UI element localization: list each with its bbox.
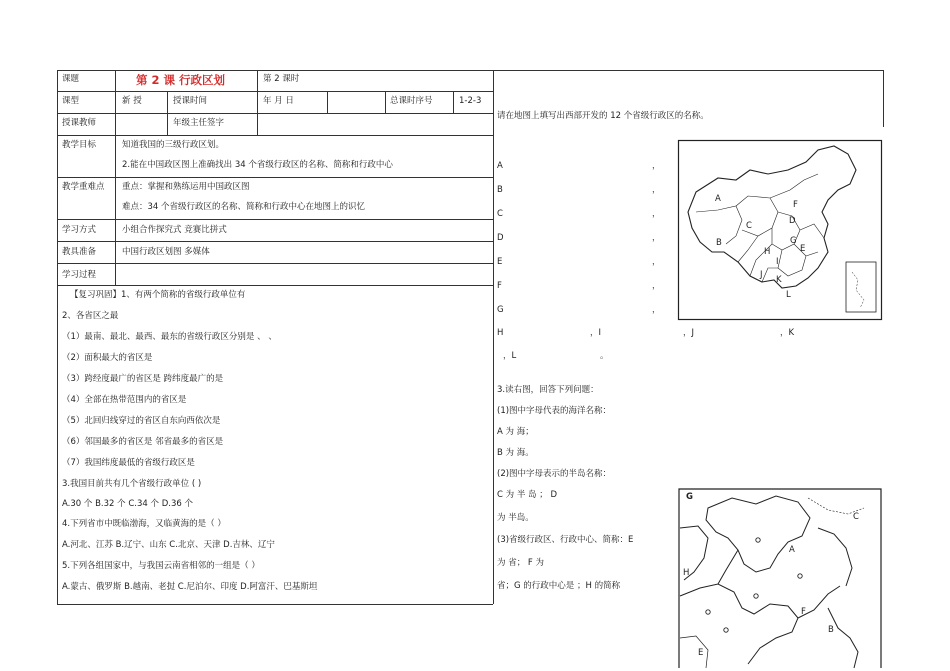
answer-comma: ， xyxy=(652,305,661,315)
row-label-teacher: 授课教师 xyxy=(62,118,97,128)
process-line: （1）最南、最北、最西、最东的省级行政区分别是 、 、 xyxy=(62,332,277,342)
answer-comma: ， xyxy=(652,233,661,243)
process-line: （2）面积最大的省区是 xyxy=(62,353,153,363)
answer-comma: ， xyxy=(652,281,661,291)
answer-letter: F xyxy=(497,281,502,291)
map2-label: A xyxy=(789,545,795,555)
process-line: 3.我国目前共有几个省级行政单位 ( ) xyxy=(62,479,202,489)
answer-letter: ，L xyxy=(503,351,517,361)
teach-date: 年 月 日 xyxy=(263,96,294,106)
tools-value: 中国行政区划图 多媒体 xyxy=(122,247,210,257)
table-line xyxy=(327,91,328,113)
row-label-tools: 教具准备 xyxy=(62,247,97,257)
map1-label: I xyxy=(776,257,779,267)
table-line xyxy=(57,135,493,136)
q3-line: C 为 半 岛 ； D xyxy=(497,490,557,500)
map2-label: H xyxy=(683,568,690,578)
right-frame-edge xyxy=(883,70,884,127)
process-line: （5）北回归线穿过的省区自东向西依次是 xyxy=(62,416,221,426)
process-line: A.蒙古、俄罗斯 B.越南、老挝 C.尼泊尔、印度 D.阿富汗、巴基斯坦 xyxy=(62,582,318,592)
director-sign: 年级主任签字 xyxy=(173,118,225,128)
seq-label: 总课时序号 xyxy=(390,96,433,106)
table-line xyxy=(57,70,58,604)
map2-label: G xyxy=(686,492,693,502)
table-line xyxy=(453,91,454,113)
map1-label: G xyxy=(790,236,797,246)
map1-label: B xyxy=(716,238,722,248)
answer-letter: ，K xyxy=(780,328,795,338)
map2-label: B xyxy=(828,625,834,635)
process-line: 5.下列各组国家中，与我国云南省相邻的一组是（ ） xyxy=(62,561,260,571)
row-label-process: 学习过程 xyxy=(62,270,97,280)
table-line xyxy=(57,285,493,286)
answer-letter: H xyxy=(497,328,504,338)
map1-label: C xyxy=(746,221,752,231)
table-line xyxy=(115,70,116,285)
map1-label: F xyxy=(793,200,798,210)
map1-label: K xyxy=(776,275,782,285)
row-label-method: 学习方式 xyxy=(62,225,97,235)
lesson-type: 新 授 xyxy=(122,96,142,106)
answer-letter: ，I xyxy=(590,328,602,338)
table-line xyxy=(493,70,494,604)
answer-letter: D xyxy=(497,233,504,243)
answer-comma: ， xyxy=(652,185,661,195)
table-line xyxy=(57,113,493,114)
map1-label: H xyxy=(764,247,771,257)
process-line: A.30 个 B.32 个 C.34 个 D.36 个 xyxy=(62,499,193,509)
q3-line: (2)图中字母表示的半岛名称： xyxy=(497,469,612,479)
map1-label: A xyxy=(715,194,721,204)
row-label-goals: 教学目标 xyxy=(62,140,97,150)
process-line: 2、各省区之最 xyxy=(62,311,119,321)
lesson-title: 第 2 课 行政区划 xyxy=(136,73,226,87)
table-line xyxy=(57,219,493,220)
q3-line: (3)省级行政区、行政中心、简称：E xyxy=(497,535,634,545)
map1-label: L xyxy=(786,290,791,300)
map2-label: C xyxy=(853,512,859,522)
process-line: （6）邻国最多的省区是 邻省最多的省区是 xyxy=(62,437,224,447)
answer-letter: A xyxy=(497,161,503,171)
table-line xyxy=(167,91,168,135)
table-line xyxy=(57,604,493,605)
table-line xyxy=(385,91,386,113)
table-line xyxy=(57,241,493,242)
process-line: A.河北、江苏 B.辽宁、山东 C.北京、天津 D.吉林、辽宁 xyxy=(62,540,275,550)
process-line: （3）跨经度最广的省区是 跨纬度最广的是 xyxy=(62,374,224,384)
map1-label: D xyxy=(789,216,796,226)
answer-end: 。 xyxy=(600,351,609,361)
answer-letter: C xyxy=(497,209,503,219)
q3-line: 为 省； F 为 xyxy=(497,558,544,568)
answer-letter: B xyxy=(497,185,503,195)
table-line xyxy=(257,70,258,135)
lesson-hours: 第 2 课时 xyxy=(263,74,300,84)
map1-label: J xyxy=(760,270,763,280)
map1-label: E xyxy=(800,244,806,254)
q3-line: 为 半岛。 xyxy=(497,513,534,523)
goal-line-2: 2.能在中国政区图上准确找出 34 个省级行政区的名称、简称和行政中心 xyxy=(122,160,393,170)
process-line: （4）全部在热带范围内的省区是 xyxy=(62,395,187,405)
map2-label: E xyxy=(698,648,704,658)
table-line xyxy=(57,263,493,264)
map2-label: F xyxy=(801,607,806,617)
row-label-type: 课型 xyxy=(62,96,80,106)
china-province-map xyxy=(678,140,882,320)
method-value: 小组合作探究式 竞赛比拼式 xyxy=(122,225,227,235)
table-line xyxy=(57,91,493,92)
bohai-region-map xyxy=(678,488,882,668)
answer-comma: ， xyxy=(652,209,661,219)
seq-value: 1-2-3 xyxy=(459,96,482,106)
q3-line: B 为 海。 xyxy=(497,448,534,458)
q3-line: 3.读右图，回答下列问题： xyxy=(497,385,599,395)
teach-time-label: 授课时间 xyxy=(173,96,208,106)
answer-letter: ，J xyxy=(683,328,695,338)
process-line: （7）我国纬度最低的省级行政区是 xyxy=(62,458,195,468)
table-line xyxy=(57,177,493,178)
row-label-keypoints: 教学重难点 xyxy=(62,182,105,192)
answer-comma: ， xyxy=(652,161,661,171)
keypoint-line-2: 难点：34 个省级行政区的名称、简称和行政中心在地图上的识忆 xyxy=(122,202,366,212)
q3-line: A 为 海； xyxy=(497,427,534,437)
process-line: 【复习巩固】1、有两个简称的省级行政单位有 xyxy=(70,290,246,300)
table-line xyxy=(57,70,493,71)
goal-line-1: 知道我国的三级行政区划。 xyxy=(122,140,225,150)
row-label-topic: 课题 xyxy=(62,74,80,84)
process-line: 4.下列省市中既临渤海，又临黄海的是（ ） xyxy=(62,519,226,529)
q3-line: (1)图中字母代表的海洋名称： xyxy=(497,406,612,416)
answer-letter: G xyxy=(497,305,504,315)
answer-comma: ， xyxy=(652,257,661,267)
right-frame-top xyxy=(493,70,883,71)
answer-letter: E xyxy=(497,257,503,267)
q3-line: 省；G 的行政中心是 ；H 的简称 xyxy=(497,581,621,591)
west-intro: 请在地图上填写出西部开发的 12 个省级行政区的名称。 xyxy=(497,111,709,121)
keypoint-line-1: 重点：掌握和熟练运用中国政区图 xyxy=(122,182,250,192)
